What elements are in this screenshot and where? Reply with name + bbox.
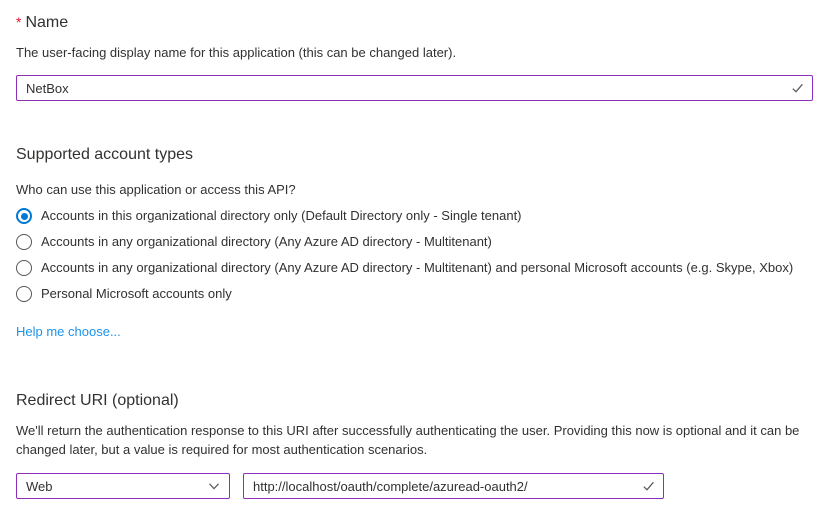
radio-personal-only[interactable] <box>16 281 813 307</box>
radio-multitenant-personal[interactable] <box>16 255 813 281</box>
radio-button-icon <box>16 208 32 224</box>
redirect-uri-title: Redirect URI (optional) <box>16 392 179 409</box>
required-asterisk: * <box>16 14 22 30</box>
redirect-uri-description: We'll return the authentication response to this URI after successfully authenticating the user. Providing this now is optional and it can be changed later, but a value is required for most authentication scenarios. <box>16 423 800 457</box>
name-label-text: Name <box>25 14 69 31</box>
radio-label: Accounts in any organizational directory (Any Azure AD directory - Multitenant) and personal Microsoft accounts (e.g. Skype, Xbox) <box>41 260 794 275</box>
platform-select[interactable] <box>16 473 230 499</box>
redirect-uri-input-wrap <box>243 473 664 499</box>
account-types-radio-group <box>16 203 813 307</box>
name-field-label <box>16 12 813 33</box>
radio-label: Personal Microsoft accounts only <box>41 286 232 301</box>
name-field-description: The user-facing display name for this application (this can be changed later). <box>16 45 457 60</box>
name-input-wrap <box>16 75 813 101</box>
platform-select-value: Web <box>26 478 53 494</box>
radio-button-icon <box>16 234 32 250</box>
redirect-uri-input[interactable] <box>243 473 664 499</box>
radio-single-tenant[interactable] <box>16 203 813 229</box>
radio-label: Accounts in this organizational directory only (Default Directory only - Single tenant) <box>41 208 522 223</box>
radio-multitenant[interactable] <box>16 229 813 255</box>
radio-button-icon <box>16 286 32 302</box>
account-types-question: Who can use this application or access this API? <box>16 182 296 197</box>
redirect-uri-row <box>16 473 813 499</box>
supported-account-types-title: Supported account types <box>16 146 194 163</box>
name-input[interactable] <box>16 75 813 101</box>
radio-button-icon <box>16 260 32 276</box>
radio-label: Accounts in any organizational directory (Any Azure AD directory - Multitenant) <box>41 234 492 249</box>
chevron-down-icon <box>207 479 221 493</box>
help-me-choose-link[interactable]: Help me choose... <box>16 324 121 339</box>
